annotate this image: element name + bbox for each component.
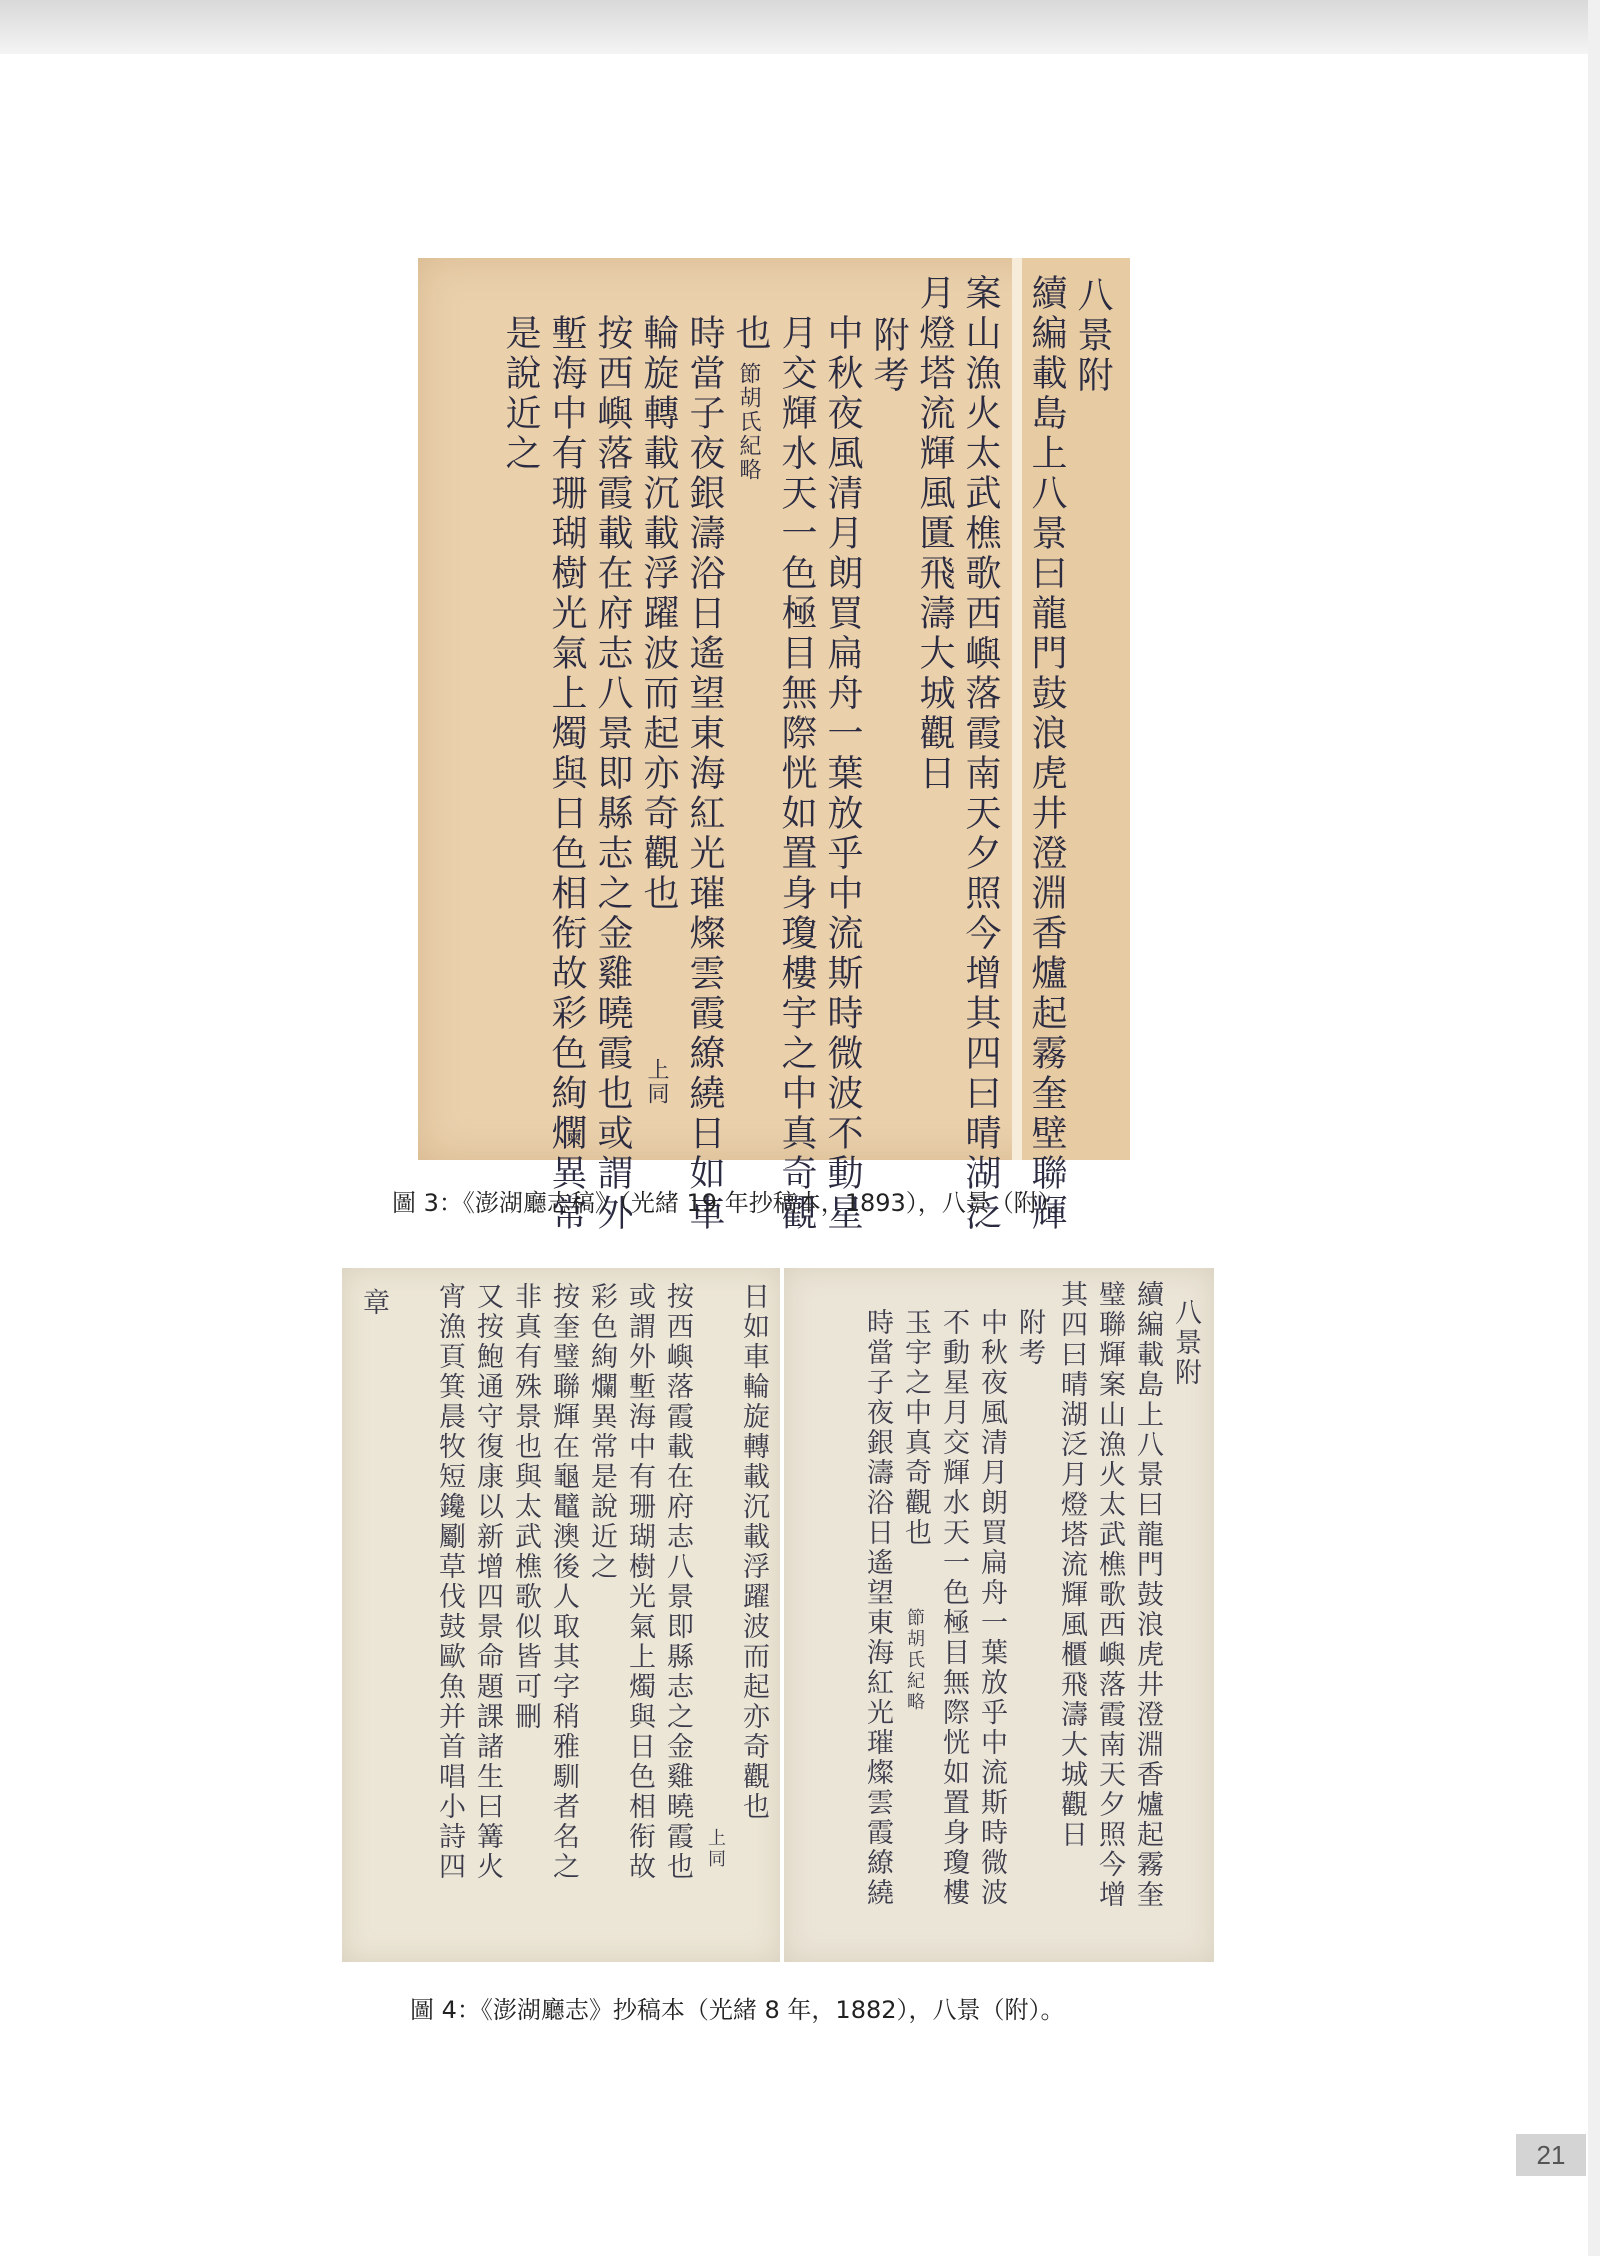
fig4-left-column: 日如車輪旋轉載沉載浮躍波而起亦奇觀也	[738, 1282, 769, 1822]
fig4-left-column: 宵漁頁箕晨牧短鑱劚草伐鼓歐魚并首唱小詩四	[434, 1282, 465, 1882]
figure-3-frame-line	[1012, 258, 1022, 1160]
fig4-right-column: 續編載島上八景曰龍門鼓浪虎井澄淵香爐起霧奎	[1132, 1280, 1163, 1910]
fig3-column: 也	[730, 314, 771, 354]
fig4-note: 節胡氏紀略	[904, 1608, 925, 1713]
fig4-right-column: 時當子夜銀濤浴日遙望東海紅光璀燦雲霞繚繞	[862, 1308, 893, 1908]
scan-page-edge	[1588, 0, 1600, 2256]
fig3-note: 上同	[644, 1058, 669, 1106]
fig3-column: 是說近之	[500, 314, 541, 474]
fig4-right-column: 其四曰晴湖泛月燈塔流輝風櫃飛濤大城觀日	[1056, 1280, 1087, 1850]
figure-4-left-page	[342, 1268, 780, 1962]
fig4-right-column: 玉宇之中真奇觀也	[900, 1308, 931, 1548]
fig4-right-column: 不動星月交輝水天一色極目無際恍如置身瓊樓	[938, 1308, 969, 1908]
fig4-left-column: 非真有殊景也與太武樵歌似皆可刪	[510, 1282, 541, 1732]
fig4-right-column: 附考	[1014, 1308, 1045, 1368]
fig3-column: 按西嶼落霞載在府志八景即縣志之金雞曉霞也或謂外	[592, 314, 633, 1234]
figure-4-manuscript	[342, 1268, 1214, 1962]
figure-3-caption: 圖 3：《澎湖廳志稿》（光緒 19 年抄稿本，1893），八景（附）。	[392, 1189, 1074, 1217]
fig3-column: 月燈塔流輝風匱飛濤大城觀日	[914, 274, 955, 794]
fig3-column: 時當子夜銀濤浴日遙望東海紅光璀燦雲霞繚繞日如車	[684, 314, 725, 1234]
scan-top-shadow	[0, 0, 1600, 54]
fig4-left-column: 按奎璧聯輝在龜鼊澳後人取其字稍雅馴者名之	[548, 1282, 579, 1882]
fig4-left-column: 章	[358, 1288, 389, 1318]
fig3-column: 塹海中有珊瑚樹光氣上燭與日色相衔故彩色絢爛異常	[546, 314, 587, 1234]
fig3-note: 節胡氏紀略	[736, 362, 761, 482]
fig3-column: 附考	[868, 316, 909, 396]
fig4-right-column: 璧聯輝案山漁火太武樵歌西嶼落霞南天夕照今增	[1094, 1280, 1125, 1910]
figure-4-caption: 圖 4：《澎湖廳志》抄稿本（光緒 8 年，1882），八景（附）。	[410, 1996, 1065, 2024]
fig4-note: 上同	[705, 1828, 726, 1870]
fig4-left-column: 按西嶼落霞載在府志八景即縣志之金雞曉霞也	[662, 1282, 693, 1882]
figure-4-right-page	[784, 1268, 1214, 1962]
fig4-left-column: 彩色絢爛異常是說近之	[586, 1282, 617, 1582]
fig4-right-column: 中秋夜風清月朗買扁舟一葉放乎中流斯時微波	[976, 1308, 1007, 1908]
fig3-column: 八景附	[1072, 276, 1113, 396]
page-number: 21	[1516, 2134, 1586, 2176]
fig3-column: 月交輝水天一色極目無際恍如置身瓊樓宇之中真奇觀	[776, 314, 817, 1234]
fig4-right-column: 八景附	[1170, 1298, 1201, 1388]
fig3-column: 案山漁火太武樵歌西嶼落霞南天夕照今增其四曰晴湖泛	[960, 274, 1001, 1234]
fig4-left-column: 又按鮑通守復康以新增四景命題課諸生曰篝火	[472, 1282, 503, 1882]
fig3-column: 輪旋轉載沉載浮躍波而起亦奇觀也	[638, 314, 679, 914]
fig3-column: 續編載島上八景曰龍門鼓浪虎井澄淵香爐起霧奎壁聯輝	[1026, 274, 1067, 1234]
fig3-column: 中秋夜風清月朗買扁舟一葉放乎中流斯時微波不動星	[822, 314, 863, 1234]
fig4-left-column: 或謂外塹海中有珊瑚樹光氣上燭與日色相衔故	[624, 1282, 655, 1882]
